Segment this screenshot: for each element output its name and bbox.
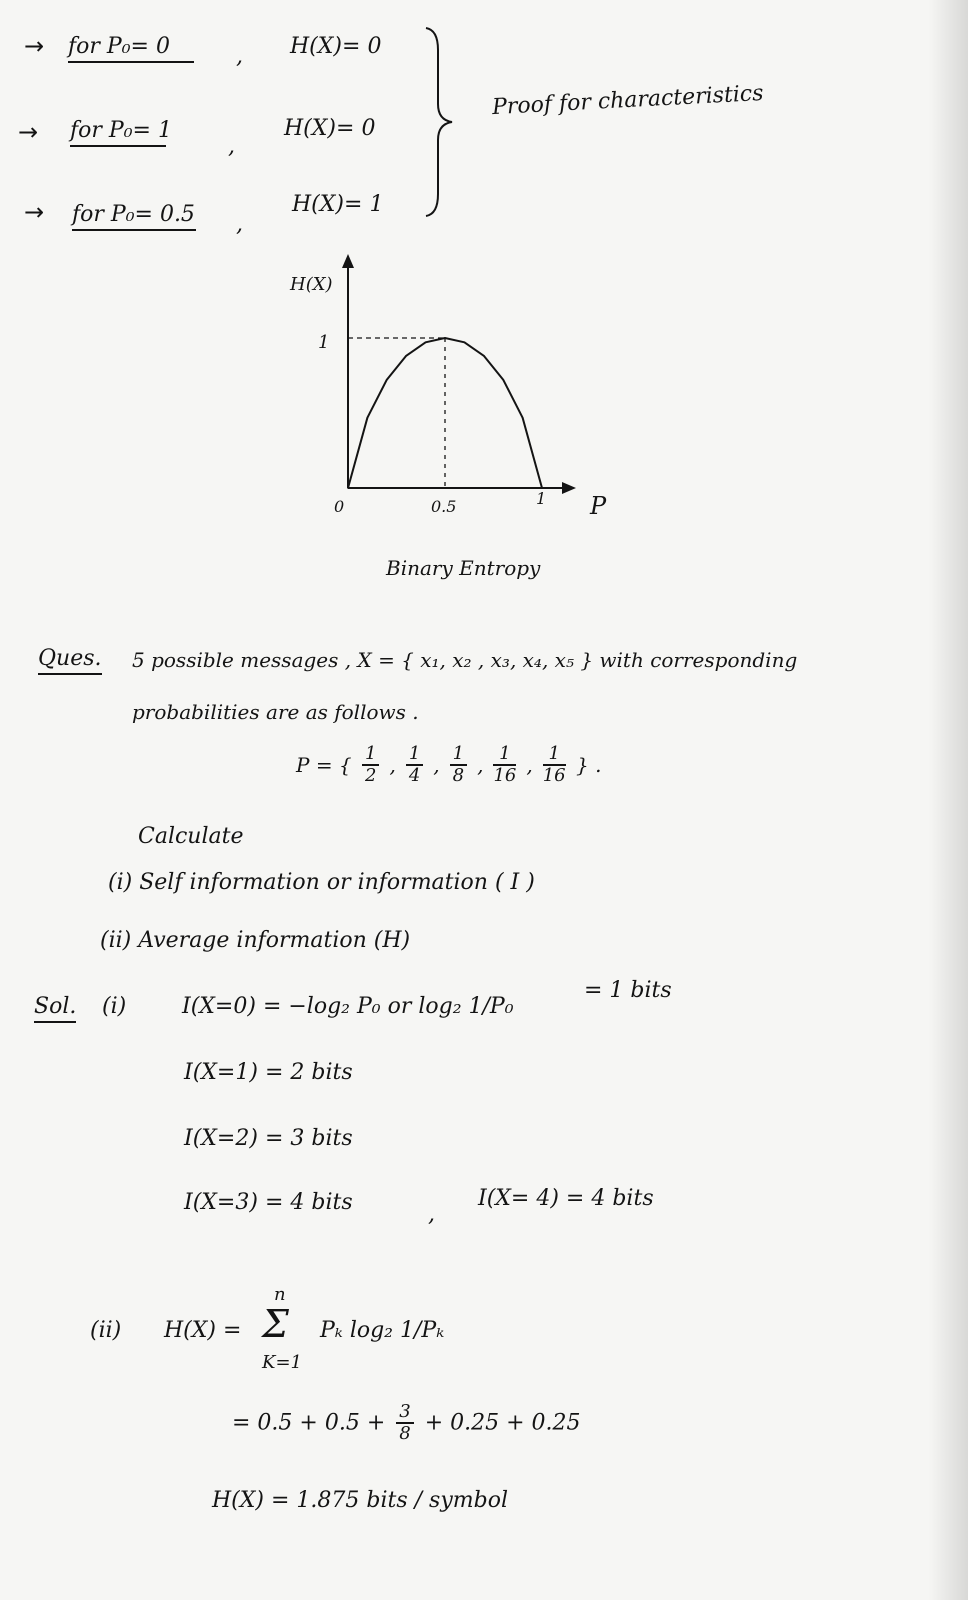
case-condition: for P₀= 1	[70, 118, 166, 147]
x-tick-label: 0	[334, 497, 345, 516]
fraction-separator: ,	[433, 752, 440, 777]
question-line1: 5 possible messages , X = { x₁, x₂ , x₃, x₄, x₅ } with corresponding	[132, 648, 798, 672]
binary-entropy-chart	[270, 248, 620, 528]
summation-term: Pₖ log₂ 1/Pₖ	[320, 1318, 445, 1343]
summation-symbol: Σ	[262, 1302, 289, 1346]
self-info-x3: I(X=3) = 4 bits	[184, 1190, 353, 1215]
calculate-label: Calculate	[138, 824, 244, 849]
probability-fraction	[493, 744, 516, 786]
case-condition: for P₀= 0	[68, 34, 194, 63]
case-result: H(X)= 0	[284, 116, 376, 141]
fraction-numerator: 1	[450, 744, 467, 766]
case-comma: ,	[236, 212, 243, 237]
question-item-1: (i) Self information or information ( I )	[108, 870, 535, 895]
probability-set-open: P = {	[296, 752, 352, 777]
fraction-denominator: 2	[365, 764, 377, 786]
fraction-numerator: 1	[543, 744, 566, 766]
x-tick-label: 0.5	[431, 497, 457, 516]
case-comma: ,	[236, 44, 243, 69]
chart-caption: Binary Entropy	[386, 556, 541, 580]
expansion-trailing-terms: + 0.25 + 0.25	[424, 1410, 581, 1436]
probability-fraction	[406, 744, 423, 786]
probability-fraction	[450, 744, 467, 786]
expansion-leading-terms: = 0.5 + 0.5 +	[232, 1410, 386, 1436]
expansion-fraction	[396, 1402, 413, 1444]
entropy-point	[386, 379, 388, 381]
entropy-point	[522, 417, 524, 419]
self-info-x2: I(X=2) = 3 bits	[184, 1126, 353, 1151]
right-brace	[420, 24, 460, 220]
entropy-point	[425, 342, 427, 344]
fraction-denominator: 16	[542, 764, 566, 786]
y-axis-label: H(X)	[290, 274, 333, 295]
x-axis-arrowhead	[562, 482, 576, 494]
fraction-numerator: 1	[406, 744, 423, 766]
page-edge-shadow	[928, 0, 968, 1600]
case-condition: for P₀= 0.5	[72, 202, 196, 231]
summation-upper-limit: n	[274, 1284, 286, 1305]
x-axis-label: P	[590, 492, 607, 520]
solution-label: Sol.	[34, 994, 76, 1023]
entropy-point	[502, 379, 504, 381]
fraction-separator: ,	[389, 752, 396, 777]
question-label: Ques.	[38, 646, 102, 675]
self-info-x1: I(X=1) = 2 bits	[184, 1060, 353, 1085]
y-axis-arrowhead	[342, 254, 354, 268]
summation-lower-limit: K=1	[262, 1352, 302, 1373]
fraction-denominator: 4	[408, 764, 421, 786]
fraction-denominator: 16	[493, 764, 517, 786]
average-info-result: H(X) = 1.875 bits / symbol	[212, 1488, 509, 1513]
average-info-expansion	[232, 1402, 581, 1444]
solution-part-ii-label: (ii)	[90, 1318, 122, 1343]
fraction-numerator: 1	[493, 744, 516, 766]
arrow-icon: →	[24, 32, 45, 60]
fraction-denominator: 8	[452, 764, 465, 786]
probability-fraction	[543, 744, 566, 786]
question-line2: probabilities are as follows .	[132, 700, 419, 724]
case-comma: ,	[228, 134, 235, 159]
entropy-point	[347, 487, 349, 489]
self-info-formula: I(X=0) = −log₂ P₀ or log₂ 1/P₀	[182, 994, 514, 1019]
entropy-point	[464, 342, 466, 344]
proof-label: Proof for characteristics	[491, 80, 765, 121]
probability-fraction	[362, 744, 379, 786]
average-info-lhs: H(X) =	[164, 1318, 242, 1343]
case-result: H(X)= 1	[292, 192, 384, 217]
probability-set	[296, 744, 601, 786]
entropy-point	[541, 487, 543, 489]
arrow-icon: →	[18, 118, 39, 146]
question-item-2: (ii) Average information (H)	[100, 928, 411, 953]
self-info-comma: ,	[428, 1202, 435, 1227]
entropy-point	[405, 355, 407, 357]
fraction-separator: ,	[477, 752, 484, 777]
fraction-separator: ,	[526, 752, 533, 777]
fraction-numerator: 3	[396, 1402, 413, 1424]
y-tick-label: 1	[318, 332, 330, 353]
arrow-icon: →	[24, 198, 45, 226]
fraction-denominator: 8	[399, 1422, 411, 1444]
fraction-numerator: 1	[362, 744, 379, 766]
x-tick-label: 1	[536, 489, 547, 508]
self-info-result: = 1 bits	[584, 978, 672, 1003]
probability-set-close: } .	[575, 752, 602, 777]
solution-part-i-label: (i)	[102, 994, 127, 1019]
case-result: H(X)= 0	[290, 34, 382, 59]
entropy-point	[367, 417, 369, 419]
entropy-point	[483, 355, 485, 357]
self-info-x4: I(X= 4) = 4 bits	[478, 1186, 654, 1211]
